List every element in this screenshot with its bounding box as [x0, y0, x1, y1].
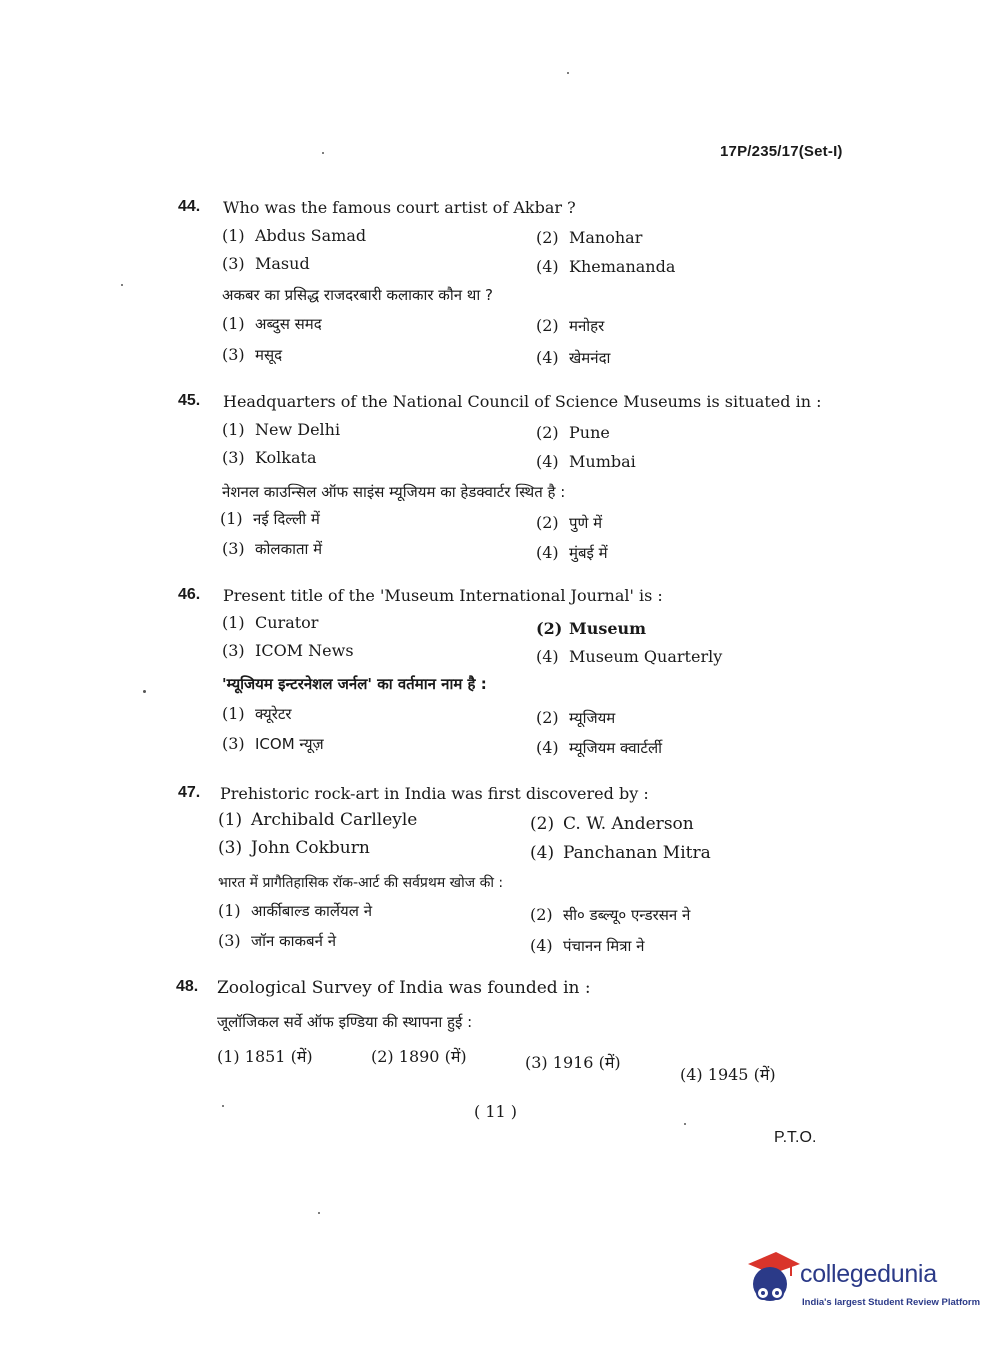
- pto-label: P.T.O.: [774, 1129, 817, 1146]
- option-en-4: (4) Panchanan Mitra: [530, 843, 711, 863]
- question-text-en: Prehistoric rock-art in India was first discovered by :: [220, 784, 649, 803]
- option-en-3: (3) Masud: [222, 254, 310, 273]
- option-hi-3: (3) जॉन काकबर्न ने: [218, 931, 337, 950]
- option-en-2: (2) Manohar: [536, 228, 643, 247]
- option-hi-4: (4) पंचानन मित्रा ने: [530, 936, 645, 955]
- option-hi-2: (2) पुणे में: [536, 513, 603, 532]
- option-2: (2) 1890 (में): [371, 1047, 467, 1066]
- option-en-2: (2) C. W. Anderson: [530, 814, 694, 834]
- collegedunia-logo: [742, 1250, 981, 1312]
- option-en-1: (1) Abdus Samad: [222, 226, 367, 245]
- scan-speck: [318, 1212, 320, 1214]
- option-en-3: (3) John Cokburn: [218, 838, 370, 858]
- scan-speck: [567, 72, 569, 74]
- option-hi-1: (1) क्यूरेटर: [222, 704, 292, 723]
- question-number: 48.: [176, 978, 199, 995]
- question-text-en: Headquarters of the National Council of Science Museums is situated in :: [223, 392, 822, 411]
- question-text-hi: अकबर का प्रसिद्ध राजदरबारी कलाकार कौन था ?: [222, 286, 494, 304]
- option-hi-3: (3) मसूद: [222, 345, 283, 364]
- option-en-1: (1) Curator: [222, 613, 319, 632]
- question-number: 45.: [178, 392, 201, 409]
- option-en-2: (2) Pune: [536, 423, 610, 442]
- question-number: 47.: [178, 784, 201, 801]
- page-number: ( 11 ): [474, 1102, 518, 1121]
- scan-speck: [143, 690, 146, 693]
- option-hi-3: (3) कोलकाता में: [222, 539, 323, 558]
- question-text-en: Present title of the 'Museum International Journal' is :: [223, 586, 663, 605]
- option-hi-3: (3) ICOM न्यूज़: [222, 734, 324, 753]
- question-text-hi: 'म्यूजियम इन्टरनेशल जर्नल' का वर्तमान नाम है :: [222, 675, 487, 693]
- option-hi-4: (4) मुंबई में: [536, 543, 608, 562]
- option-en-4: (4) Khemananda: [536, 257, 676, 276]
- option-en-3: (3) Kolkata: [222, 448, 317, 467]
- question-text-hi: नेशनल काउन्सिल ऑफ साइंस म्यूजियम का हेडक्वार्टर स्थित है :: [222, 483, 566, 501]
- question-text-en: Zoological Survey of India was founded in :: [217, 978, 591, 998]
- option-en-2: (2) Museum: [536, 619, 647, 638]
- paper-code: 17P/235/17(Set-I): [720, 143, 843, 160]
- scan-speck: [222, 1105, 224, 1107]
- option-en-1: (1) New Delhi: [222, 420, 341, 439]
- mascot-icon: [742, 1250, 800, 1312]
- question-text-hi: भारत में प्रागैतिहासिक रॉक-आर्ट की सर्वप्रथम खोज की :: [218, 875, 504, 891]
- question-number: 44.: [178, 198, 201, 215]
- brand-tagline: India's largest Student Review Platform: [802, 1297, 981, 1308]
- scan-speck: [322, 152, 324, 154]
- question-text-en: Who was the famous court artist of Akbar ?: [223, 198, 576, 217]
- option-hi-2: (2) सी० डब्ल्यू० एन्डरसन ने: [530, 905, 691, 924]
- option-en-4: (4) Museum Quarterly: [536, 647, 723, 666]
- question-text-hi: जूलॉजिकल सर्वे ऑफ इण्डिया की स्थापना हुई :: [217, 1013, 473, 1031]
- option-1: (1) 1851 (में): [217, 1047, 313, 1066]
- option-hi-1: (1) अब्दुस समद: [222, 314, 322, 333]
- option-hi-1: (1) नई दिल्ली में: [220, 509, 320, 528]
- option-4: (4) 1945 (में): [680, 1065, 776, 1084]
- scan-speck: [121, 284, 123, 286]
- scan-speck: [684, 1123, 686, 1125]
- brand-name: collegedunia: [800, 1260, 937, 1288]
- option-en-3: (3) ICOM News: [222, 641, 354, 660]
- option-hi-2: (2) म्यूजियम: [536, 708, 616, 727]
- option-en-1: (1) Archibald Carlleyle: [218, 810, 418, 830]
- option-hi-2: (2) मनोहर: [536, 316, 605, 335]
- option-3: (3) 1916 (में): [525, 1053, 621, 1072]
- option-hi-4: (4) खेमनंदा: [536, 348, 611, 367]
- option-en-4: (4) Mumbai: [536, 452, 636, 471]
- option-hi-4: (4) म्यूजियम क्वार्टर्ली: [536, 738, 663, 757]
- option-hi-1: (1) आर्कीबाल्ड कार्लेयल ने: [218, 901, 373, 920]
- question-number: 46.: [178, 586, 201, 603]
